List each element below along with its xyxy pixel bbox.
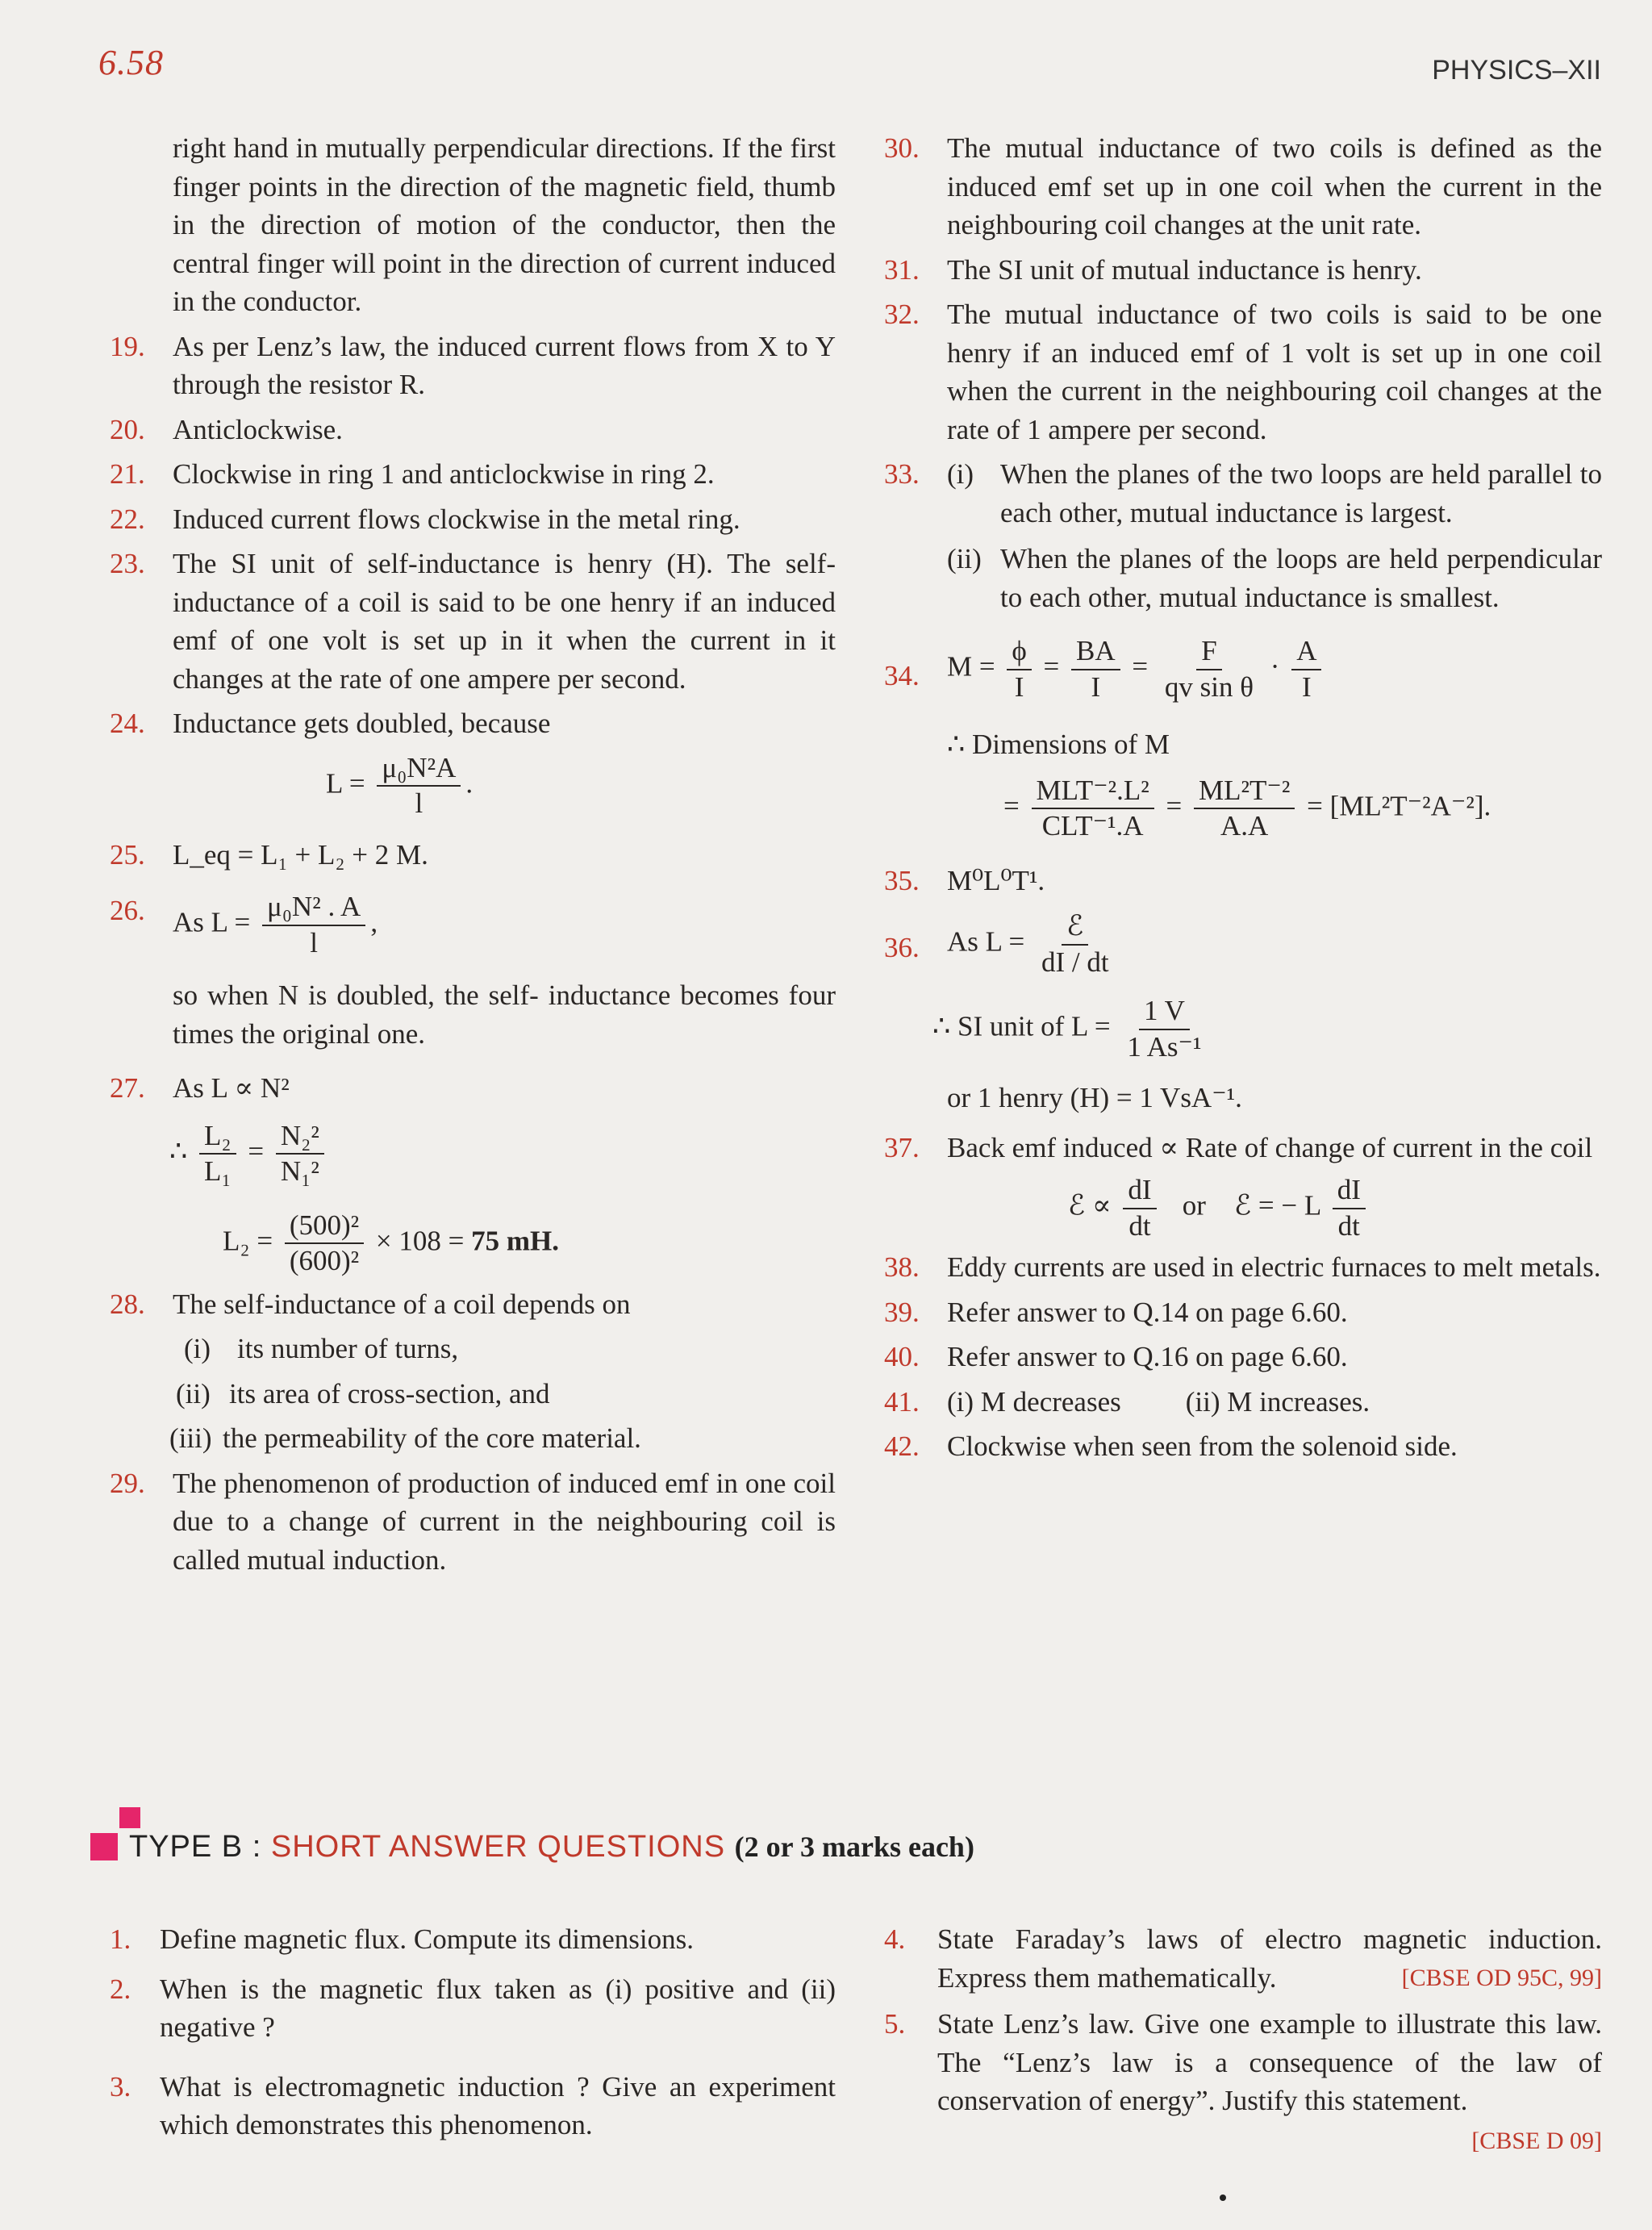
answer-number: 28. — [110, 1288, 145, 1320]
answer-text: (i) M decreases — [947, 1385, 1121, 1418]
answer-22 — [110, 500, 836, 539]
running-head: PHYSICS–XII — [1432, 55, 1601, 86]
equation-result: L₂ = $\frac{\text{(500)²}}{\text{(600)²}}$ × 108 = 75 mH. — [223, 1209, 560, 1276]
answer-27 — [110, 1069, 836, 1277]
dimensions-equation: = $\frac{\text{MLT⁻².L²}}{\text{CLT⁻¹.A}}$ = $\frac{\text{ML²T⁻²}}{A.A}$ = [ML²T⁻²A⁻²]. — [1003, 774, 1491, 841]
question-text: What is electromagnetic induction ? Give an experiment which demonstrates this phenomenon. — [160, 2070, 836, 2140]
answer-text: The SI unit of self-inductance is henry (H). The self-inductance of a coil is said to be one henry if an induced emf of one volt is set up in it when the current in it changes at the rate of one ampere per second. — [173, 548, 836, 695]
question-5 — [884, 2005, 1602, 2160]
question-text: State Lenz’s law. Give one example to illustrate this law. The “Lenz’s law is a consequence of the law of conservation of energy”. Justify this statement. — [937, 2008, 1602, 2116]
equation: ℰ ∝ $\frac{dI}{dt}$ or ℰ = − L $\frac{dI}{dt}$ — [1068, 1175, 1602, 1242]
answer-20 — [110, 411, 836, 449]
si-unit-equation: ∴ SI unit of L = $\frac{1 V}{\text{1 As⁻¹}}$ — [932, 996, 1602, 1063]
questions-left — [110, 1920, 836, 2151]
answer-number: 33. — [884, 458, 920, 490]
answer-32 — [884, 295, 1602, 449]
answer-number: 30. — [884, 132, 920, 164]
fraction: $\frac{\phi}{I}$ — [1007, 636, 1031, 703]
question-text: When is the magnetic flux taken as (i) positive and (ii) negative ? — [160, 1973, 836, 2043]
fraction: $\frac{1 V}{\text{1 As⁻¹}}$ — [1127, 995, 1202, 1063]
exam-reference: [CBSE D 09] — [1471, 2127, 1602, 2154]
answer-text: Clockwise in ring 1 and anticlockwise in ring 2. — [173, 458, 715, 490]
fraction: $\frac{\text{ℰ}}{dI / dt}$ — [1041, 910, 1109, 978]
answer-34 — [884, 636, 1602, 842]
print-dot — [1220, 2195, 1226, 2201]
answer-18-continuation: right hand in mutually perpendicular directions. If the first finger points in the direction of the magnetic field, thumb in the direction of motion of the conductor, then the central finger will point in the direction of current induced in the conductor. — [173, 132, 836, 317]
answer-26 — [110, 892, 836, 1053]
question-number: 1. — [110, 1923, 131, 1955]
answer-21 — [110, 455, 836, 494]
answer-number: 40. — [884, 1341, 920, 1372]
answer-text: M⁰L⁰T¹. — [947, 864, 1045, 896]
fraction: $\frac{\text{ML²T⁻²}}{A.A}$ — [1194, 775, 1295, 842]
answer-42 — [884, 1427, 1602, 1466]
equation: As L = $\frac{\text{ℰ}}{dI / dt}$ — [947, 911, 1602, 978]
answer-text: Anticlockwise. — [173, 413, 343, 445]
fraction: $\frac{A}{I}$ — [1291, 636, 1321, 703]
fraction: $\frac{BA}{I}$ — [1071, 636, 1120, 703]
section-heading — [129, 1830, 974, 1865]
fraction: $\frac{\text{MLT⁻².L²}}{\text{CLT⁻¹.A}}$ — [1032, 775, 1154, 842]
section-marker-small — [119, 1807, 140, 1828]
answer-text: The mutual inductance of two coils is defined as the induced emf set up in one coil when the current in the neighbouring coil changes at the unit rate. — [947, 132, 1602, 240]
answer-text: As per Lenz’s law, the induced current flows from X to Y through the resistor R. — [173, 330, 836, 400]
answer-text: The phenomenon of production of induced emf in one coil due to a change of current in the neighbouring coil is called mutual induction. — [173, 1467, 836, 1576]
answer-28 — [110, 1285, 836, 1458]
answer-25 — [110, 836, 836, 875]
answer-31 — [884, 251, 1602, 290]
fraction: $\frac{\text{(500)²}}{\text{(600)²}}$ — [285, 1210, 364, 1277]
answer-text: Clockwise when seen from the solenoid side. — [947, 1430, 1458, 1462]
equation: As L = $\frac{\text{μ₀N² . A}}{l}$ , — [173, 891, 378, 958]
answer-number: 32. — [884, 299, 920, 330]
fraction: $\frac{\text{N₂²}}{\text{N₁²}}$ — [276, 1121, 324, 1188]
answer-29 — [110, 1464, 836, 1580]
answer-37 — [884, 1129, 1602, 1242]
fraction: $\frac{\text{μ₀N² . A}}{l}$ — [262, 892, 365, 958]
answer-36 — [884, 911, 1602, 1117]
answer-text: Induced current flows clockwise in the metal ring. — [173, 503, 740, 535]
answer-text: Refer answer to Q.14 on page 6.60. — [947, 1296, 1348, 1328]
question-2 — [110, 1970, 836, 2047]
dimensions-label: ∴ Dimensions of M — [947, 729, 1170, 760]
answer-text: Refer answer to Q.16 on page 6.60. — [947, 1341, 1348, 1372]
question-number: 2. — [110, 1973, 131, 2005]
answer-number: 25. — [110, 838, 145, 871]
fraction: $\frac{\text{L₂}}{\text{L₁}}$ — [199, 1121, 236, 1188]
answer-40 — [884, 1338, 1602, 1376]
answer-number: 37. — [884, 1131, 920, 1163]
question-text: State Faraday’s laws of electro magnetic induction. Express them mathematically. — [937, 1923, 1602, 1994]
henry-definition: or 1 henry (H) = 1 VsA⁻¹. — [947, 1082, 1242, 1113]
answer-35 — [884, 862, 1602, 900]
sub-item: (ii) its area of cross-section, and — [176, 1377, 550, 1409]
right-column — [884, 129, 1602, 1472]
answer-text: L_eq = L₁ + L₂ + 2 M. — [173, 838, 428, 871]
answer-text: Inductance gets doubled, because — [173, 708, 551, 739]
fraction: $\frac{dI}{dt}$ — [1123, 1175, 1156, 1242]
answer-number: 22. — [110, 503, 145, 535]
answer-number: 23. — [110, 548, 145, 579]
fraction: $\frac{dI}{dt}$ — [1333, 1175, 1366, 1242]
answer-33 — [884, 455, 1602, 616]
answer-41 — [884, 1383, 1602, 1422]
question-1 — [110, 1920, 836, 1959]
answer-number: 21. — [110, 458, 145, 490]
answer-23 — [110, 545, 836, 698]
answer-39 — [884, 1293, 1602, 1332]
answer-number: 24. — [110, 708, 145, 739]
answer-19 — [110, 328, 836, 404]
answer-number: 39. — [884, 1296, 920, 1328]
sub-item: (i) When the planes of the two loops are held parallel to each other, mutual inductance is largest. — [947, 458, 1602, 528]
answer-number: 42. — [884, 1430, 920, 1462]
answer-number: 26. — [110, 895, 145, 926]
section-marks: (2 or 3 marks each) — [734, 1831, 974, 1863]
answer-number: 29. — [110, 1467, 145, 1499]
page-number: 6.58 — [98, 43, 164, 82]
left-column — [110, 129, 836, 1585]
answer-text: Eddy currents are used in electric furnaces to melt metals. — [947, 1251, 1601, 1283]
question-3 — [110, 2068, 836, 2144]
section-type: TYPE B : — [129, 1830, 262, 1864]
sub-item: (ii) When the planes of the loops are held perpendicular to each other, mutual inductance is smallest. — [947, 543, 1602, 613]
answer-24 — [110, 704, 836, 820]
fraction: $\frac{F}{\text{qv sin θ}}$ — [1164, 635, 1254, 703]
answer-text: Back emf induced ∝ Rate of change of current in the coil — [947, 1131, 1593, 1163]
answer-30 — [884, 129, 1602, 244]
sub-item: (iii) the permeability of the core material. — [169, 1422, 641, 1454]
answer-text: The mutual inductance of two coils is said to be one henry if an induced emf of 1 volt is set up in one coil when the current in the neighbouring coil changes at the rate of 1 ampere per second. — [947, 299, 1602, 445]
answer-number: 38. — [884, 1251, 920, 1283]
answer-text: so when N is doubled, the self- inductance becomes four times the original one. — [173, 979, 836, 1050]
answer-number: 27. — [110, 1072, 145, 1104]
answer-text: (ii) M increases. — [1185, 1385, 1370, 1418]
answer-number: 36. — [884, 932, 920, 963]
question-text: Define magnetic flux. Compute its dimensions. — [160, 1923, 694, 1955]
equation: L = $\frac{\text{μ₀N²A}}{l}$ . — [326, 751, 473, 819]
answer-number: 35. — [884, 864, 920, 896]
exam-reference: [CBSE OD 95C, 99] — [1401, 1964, 1602, 1991]
answer-38 — [884, 1248, 1602, 1287]
fraction: $\frac{\text{μ₀N²A}}{l}$ — [377, 753, 461, 820]
answer-text: The self-inductance of a coil depends on — [173, 1288, 631, 1320]
section-marker-large — [90, 1833, 118, 1860]
equation-ratio: ∴ $\frac{\text{L₂}}{\text{L₁}}$ = $\frac{\text{N₂²}}{\text{N₁²}}$ — [169, 1121, 836, 1188]
answer-number: 41. — [884, 1385, 920, 1418]
answer-number: 20. — [110, 413, 145, 445]
question-number: 4. — [884, 1923, 906, 1955]
answer-number: 19. — [110, 330, 145, 362]
questions-right — [884, 1920, 1602, 2166]
question-4 — [884, 1920, 1602, 1997]
sub-item: (i) its number of turns, — [184, 1333, 459, 1364]
question-number: 3. — [110, 2070, 131, 2103]
answer-text: As L ∝ N² — [173, 1072, 290, 1104]
section-title: SHORT ANSWER QUESTIONS — [270, 1830, 726, 1864]
answer-number: 34. — [884, 660, 920, 691]
equation: M = $\frac{\phi}{I}$ = $\frac{BA}{I}$ = $\frac{F}{\text{qv sin θ}}$ · $\frac{A}{I}$ — [947, 636, 1602, 703]
question-number: 5. — [884, 2008, 906, 2040]
answer-number: 31. — [884, 253, 920, 286]
answer-text: The SI unit of mutual inductance is henry. — [947, 253, 1422, 286]
